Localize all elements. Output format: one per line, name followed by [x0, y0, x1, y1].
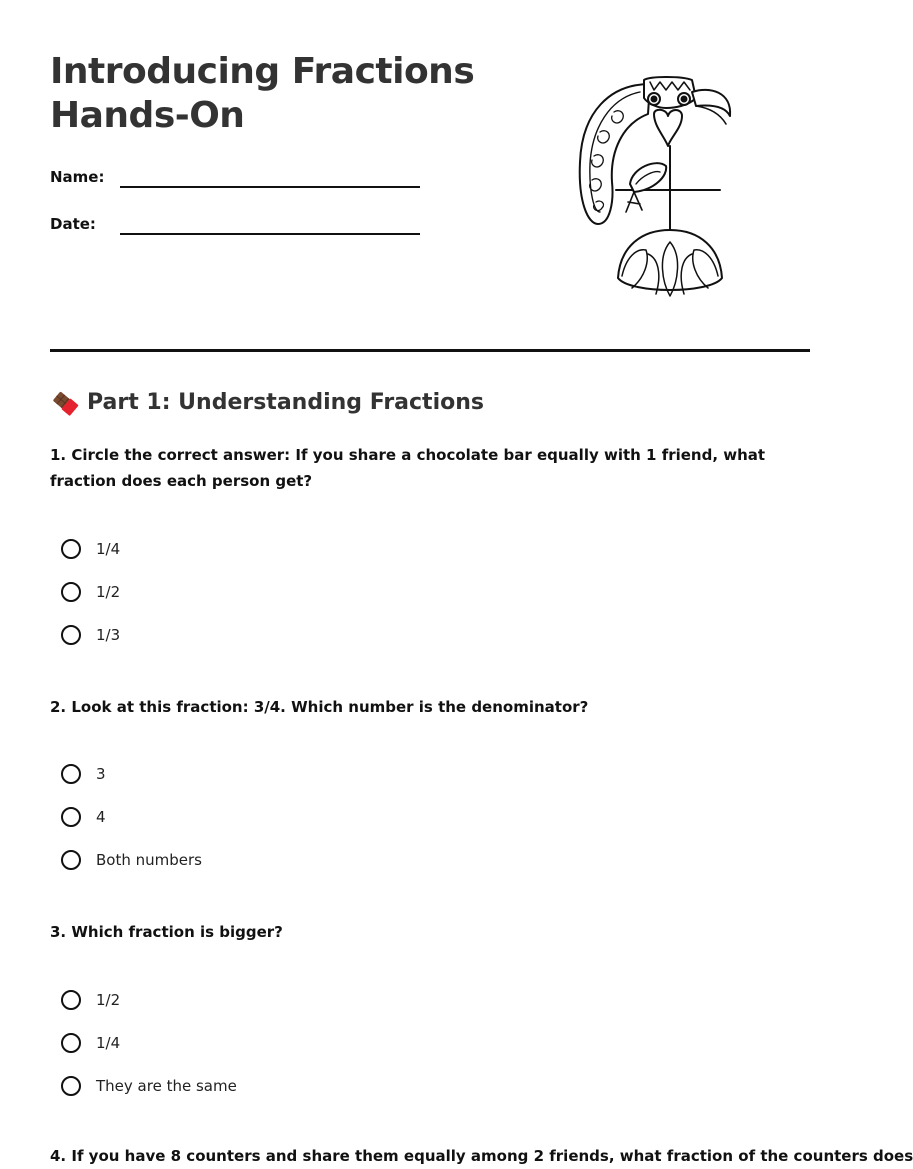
radio-button[interactable] — [61, 1033, 81, 1053]
option-label: They are the same — [96, 1077, 237, 1095]
option-label: 1/2 — [96, 583, 121, 601]
q3-option-3[interactable] — [60, 1073, 237, 1099]
name-field-row — [50, 162, 430, 192]
radio-button[interactable] — [61, 764, 81, 784]
q1-option-1[interactable] — [60, 536, 120, 562]
q2-option-1[interactable] — [60, 761, 106, 787]
radio-button[interactable] — [61, 807, 81, 827]
header-divider — [50, 349, 810, 352]
date-label: Date: — [50, 215, 96, 233]
chocolate-bar-icon — [50, 388, 80, 418]
question-4: 4. If you have 8 counters and share them equally among 2 friends, what fraction of the counters does — [50, 1147, 913, 1165]
title-line-1: Introducing Fractions — [50, 51, 475, 92]
date-field-row — [50, 209, 430, 239]
name-input[interactable] — [120, 166, 424, 184]
radio-button[interactable] — [61, 625, 81, 645]
q1-option-3[interactable] — [60, 622, 120, 648]
q2-option-2[interactable] — [60, 804, 106, 830]
question-3: 3. Which fraction is bigger? — [50, 923, 283, 941]
radio-button[interactable] — [61, 539, 81, 559]
option-label: 4 — [96, 808, 106, 826]
q1-option-2[interactable] — [60, 579, 120, 605]
radio-button[interactable] — [61, 850, 81, 870]
option-label: 3 — [96, 765, 106, 783]
radio-button[interactable] — [61, 990, 81, 1010]
maori-manaia-carving-icon — [570, 72, 740, 304]
radio-button[interactable] — [61, 582, 81, 602]
option-label: 1/4 — [96, 540, 121, 558]
name-line — [120, 186, 420, 188]
option-label: 1/3 — [96, 626, 121, 644]
option-label: Both numbers — [96, 851, 202, 869]
name-label: Name: — [50, 168, 105, 186]
radio-button[interactable] — [61, 1076, 81, 1096]
option-label: 1/2 — [96, 991, 121, 1009]
q2-option-3[interactable] — [60, 847, 202, 873]
worksheet-title — [50, 50, 474, 138]
q3-option-2[interactable] — [60, 1030, 120, 1056]
q3-option-1[interactable] — [60, 987, 120, 1013]
title-line-2: Hands-On — [50, 95, 245, 136]
question-1: 1. Circle the correct answer: If you share a chocolate bar equally with 1 friend, what fraction does each person get? — [50, 446, 766, 490]
date-input[interactable] — [120, 213, 424, 231]
section-title — [50, 388, 484, 418]
option-label: 1/4 — [96, 1034, 121, 1052]
date-line — [120, 233, 420, 235]
section-title-text: Part 1: Understanding Fractions — [87, 390, 484, 415]
question-2: 2. Look at this fraction: 3/4. Which number is the denominator? — [50, 698, 589, 716]
